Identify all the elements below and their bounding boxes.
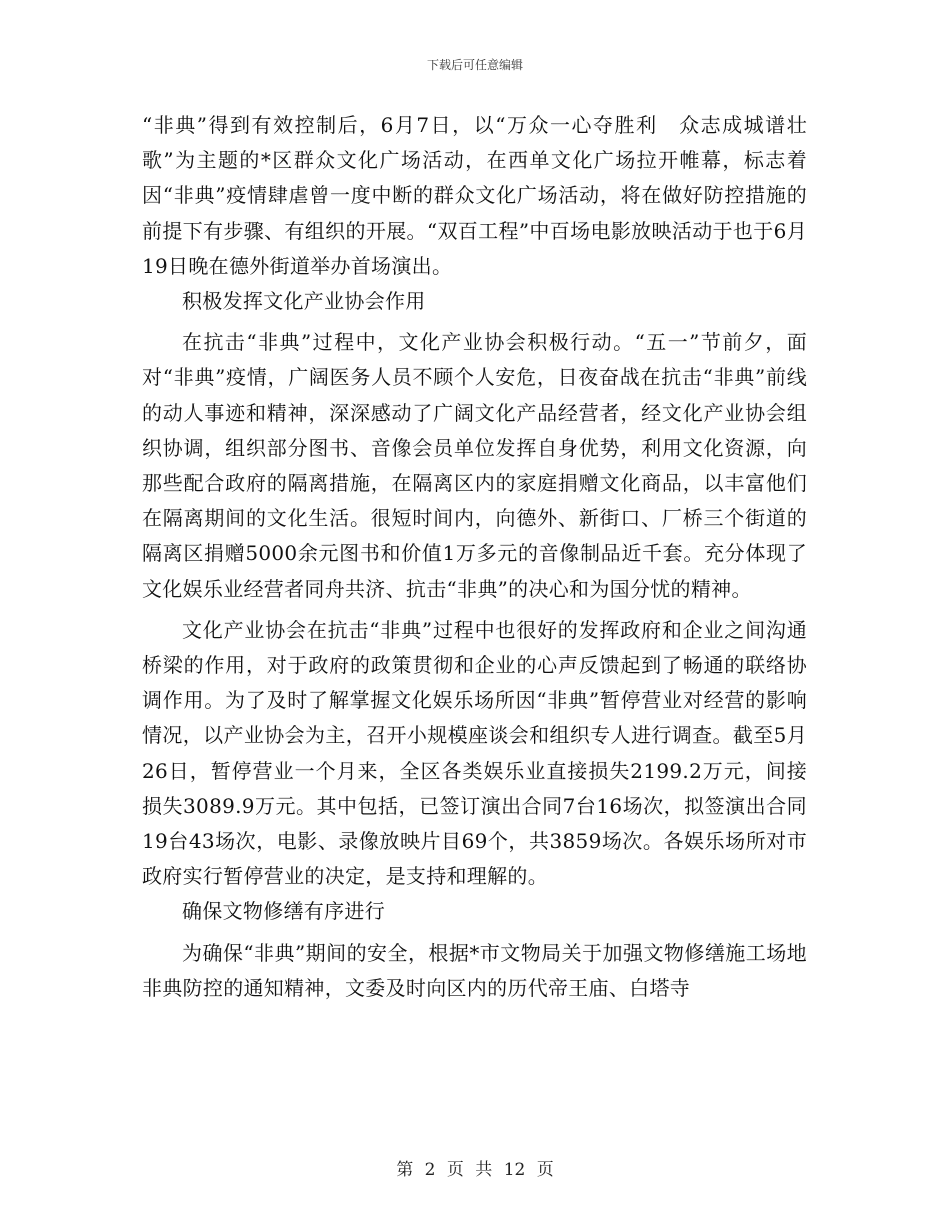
paragraph-3: 文化产业协会在抗击“非典”过程中也很好的发挥政府和企业之间沟通桥梁的作用，对于政府的政策贯彻和企业的心声反馈起到了畅通的联络协调作用。为了及时了解掌握文化娱乐场所因“非典”暂停营业对经营的影响情况，以产业协会为主，召开小规模座谈会和组织专人进行调查。截至5月26日，暂停营业一个月来，全区各类娱乐业直接损失2199.2万元，间接损失3089.9万元。其中包括，已签订演出合同7台16场次，拟签演出合同19台43场次，电影、录像放映片目69个，共3859场次。各娱乐场所对市政府实行暂停营业的决定，是支持和理解的。 (142, 617, 807, 889)
document-body (142, 108, 807, 1006)
section-heading-relic-repair: 确保文物修缮有序进行 (182, 899, 385, 924)
page-number-footer: 第 2 页 共 12 页 (396, 1160, 554, 1180)
paragraph-1: “非典”得到有效控制后，6月7日，以“万众一心夺胜利 众志成城谱壮歌”为主题的*区群众文化广场活动，在西单文化广场拉开帷幕，标志着因“非典”疫情肆虐曾一度中断的群众文化广场活动，将在做好防控措施的前提下有步骤、有组织的开展。“双百工程”中百场电影放映活动于也于6月19日晚在德外街道举办首场演出。 (142, 113, 807, 278)
section-heading-cultural-industry: 积极发挥文化产业协会作用 (182, 289, 426, 314)
page-header-note: 下载后可任意编辑 (426, 58, 523, 72)
paragraph-4: 为确保“非典”期间的安全，根据*市文物局关于加强文物修缮施工场地非典防控的通知精神，文委及时向区内的历代帝王庙、白塔寺 (142, 940, 807, 1000)
paragraph-2: 在抗击“非典”过程中，文化产业协会积极行动。“五一”节前夕，面对“非典”疫情，广阔医务人员不顾个人安危，日夜奋战在抗击“非典”前线的动人事迹和精神，深深感动了广阔文化产品经营者，经文化产业协会组织协调，组织部分图书、音像会员单位发挥自身优势，利用文化资源，向那些配合政府的隔离措施，在隔离区内的家庭捐赠文化商品，以丰富他们在隔离期间的文化生活。很短时间内，向德外、新街口、厂桥三个街道的隔离区捐赠5000余元图书和价值1万多元的音像制品近千套。充分体现了文化娱乐业经营者同舟共济、抗击“非典”的决心和为国分忧的精神。 (142, 330, 807, 601)
